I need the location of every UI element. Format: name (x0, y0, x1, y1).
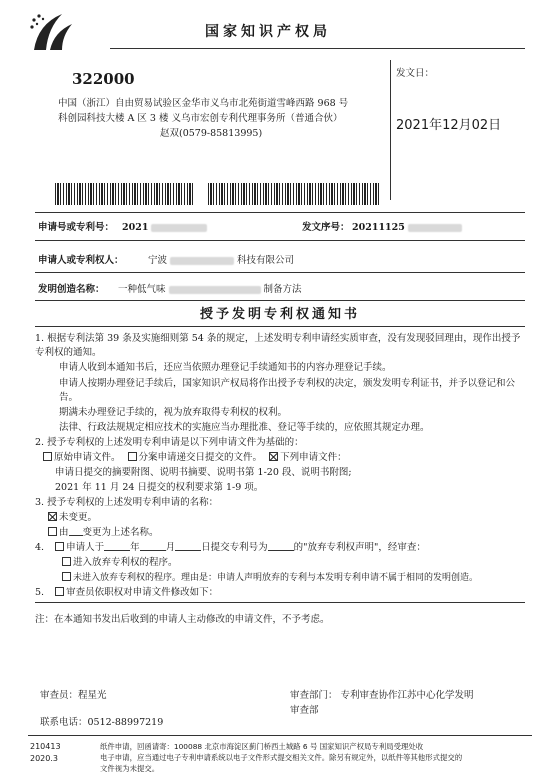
checkbox-following-docs[interactable] (269, 452, 278, 461)
footer-line (28, 735, 532, 736)
blank-old-name (69, 527, 83, 536)
checkbox-examiner-amendment[interactable] (55, 587, 64, 596)
clause-1b: 申请人按期办理登记手续后，国家知识产权局将作出授予专利权的决定，颁发发明专利证书，并予以登记和公告。 (59, 378, 516, 403)
clause-1a: 申请人收到本通知书后，还应当依照办理登记手续通知书的内容办理登记手续。 (59, 362, 392, 373)
form-code-1: 210413 (30, 742, 61, 751)
postal-code: 322000 (72, 70, 135, 88)
cnipa-logo (28, 10, 76, 54)
checkbox-original-docs[interactable] (43, 452, 52, 461)
clause-4-option-2: 未进入放弃专利权的程序。理由是：申请人声明放弃的专利与本发明专利申请不属于相同的发明创造。 (62, 572, 540, 584)
clause-1d: 法律、行政法规规定相应技术的实施应当办理批准、登记等手续的，应依照其规定办理。 (59, 422, 430, 433)
review-dept: 审查部门： 专利审查协作江苏中心化学发明 (290, 690, 474, 701)
address-line-2: 科创园科技大楼 A 区 3 楼 义乌市宏创专利代理事务所（普通合伙） (58, 113, 343, 124)
checkbox-divisional-docs[interactable] (128, 452, 137, 461)
title-underline (35, 326, 525, 327)
applicant-value: 宁波 科技有限公司 (148, 255, 295, 266)
redacted-applicant (170, 257, 234, 265)
invention-value: 一种低气味 制备方法 (118, 284, 302, 295)
note: 注：在本通知书发出后收到的申请人主动修改的申请文件，不予考虑。 (35, 614, 330, 625)
clause-3-option-1: 未变更。 (48, 512, 525, 524)
fields-line-4 (35, 300, 525, 301)
checkbox-not-enter-waiver[interactable] (62, 572, 71, 581)
clause-3: 3. 授予专利权的上述发明专利申请的名称： (35, 497, 219, 508)
fields-top-line (35, 212, 525, 213)
clause-3-option-2: 由 变更为上述名称。 (48, 527, 525, 539)
office-name: 国家知识产权局 (205, 24, 331, 40)
invention-label: 发明创造名称： (38, 284, 105, 295)
checkbox-name-changed[interactable] (48, 527, 57, 536)
cnipa-emblem-icon (28, 10, 76, 54)
blank-day (175, 542, 201, 551)
review-dept-2: 审查部 (290, 705, 319, 716)
date-divider (390, 60, 391, 200)
clause-2: 2. 授予专利权的上述发明专利申请是以下列申请文件为基础的： (35, 437, 304, 448)
checkbox-waiver[interactable] (55, 542, 64, 551)
redacted-invention (169, 286, 261, 294)
fields-line-2 (35, 240, 525, 241)
redacted-doc-no (408, 224, 462, 232)
applicant-label: 申请人或专利权人： (38, 255, 124, 266)
clause-4: 4. 申请人于 年 月 日提交专利号为 的"放弃专利权声明"，经审查： (35, 542, 426, 553)
clause-1: 1. 根据专利法第 39 条及实施细则第 54 条的规定，上述发明专利申请经实质审查，没有发现驳回理由，现作出授予专利权的通知。 (35, 333, 521, 358)
clause-5: 5. 审查员依职权对申请文件修改如下： (35, 587, 219, 598)
clause-4-option-1: 进入放弃专利权的程序。 (62, 557, 525, 569)
notice-title: 授予发明专利权通知书 (199, 307, 360, 322)
app-no-label: 申请号或专利号： (38, 222, 115, 233)
fields-line-3 (35, 272, 525, 273)
examiner-phone: 联系电话：0512-88997219 (40, 717, 164, 728)
clause-1c: 期满未办理登记手续的，视为放弃取得专利权的权利。 (59, 407, 288, 418)
clause-2-options: 原始申请文件。 分案申请递交日提交的文件。 下列申请文件： (43, 452, 525, 464)
fine-print-1: 纸件申请，回函请寄：100088 北京市海淀区蓟门桥西土城路 6 号 国家知识产权局专利局受理处收 (100, 742, 424, 751)
address-line-1: 中国（浙江）自由贸易试验区金华市义乌市北苑街道雪峰西路 968 号 (58, 98, 349, 109)
blank-month (140, 542, 166, 551)
barcode-left (55, 183, 195, 205)
app-no-value: 2021 (122, 222, 207, 234)
header-divider (110, 48, 525, 49)
clause-2-line-1: 申请日提交的摘要附图、说明书摘要、说明书第 1-20 段、说明书附图; (55, 467, 352, 478)
doc-no-value: 20211125 (352, 222, 462, 234)
checkbox-enter-waiver[interactable] (62, 557, 71, 566)
examiner: 审查员：程星光 (40, 690, 107, 701)
clause-2-line-2: 2021 年 11 月 24 日提交的权利要求第 1-9 项。 (55, 482, 264, 493)
barcode-right (208, 183, 380, 205)
blank-patent-no (268, 542, 294, 551)
fine-print-3: 文件视为未提交。 (100, 764, 160, 773)
form-code-2: 2020.3 (30, 754, 58, 763)
address-line-3: 赵双(0579-85813995) (160, 128, 263, 139)
redacted-app-no (151, 224, 207, 232)
blank-year (104, 542, 130, 551)
doc-no-label: 发文序号： (302, 222, 350, 233)
checkbox-name-unchanged[interactable] (48, 512, 57, 521)
send-date: 2021年12月02日 (396, 118, 502, 133)
fine-print-2: 电子申请，应当通过电子专利申请系统以电子文件形式提交相关文件。除另有规定外，以纸件等其他形式提交的 (100, 753, 463, 762)
clause-5-line (35, 602, 525, 603)
send-date-label: 发文日： (396, 68, 435, 79)
